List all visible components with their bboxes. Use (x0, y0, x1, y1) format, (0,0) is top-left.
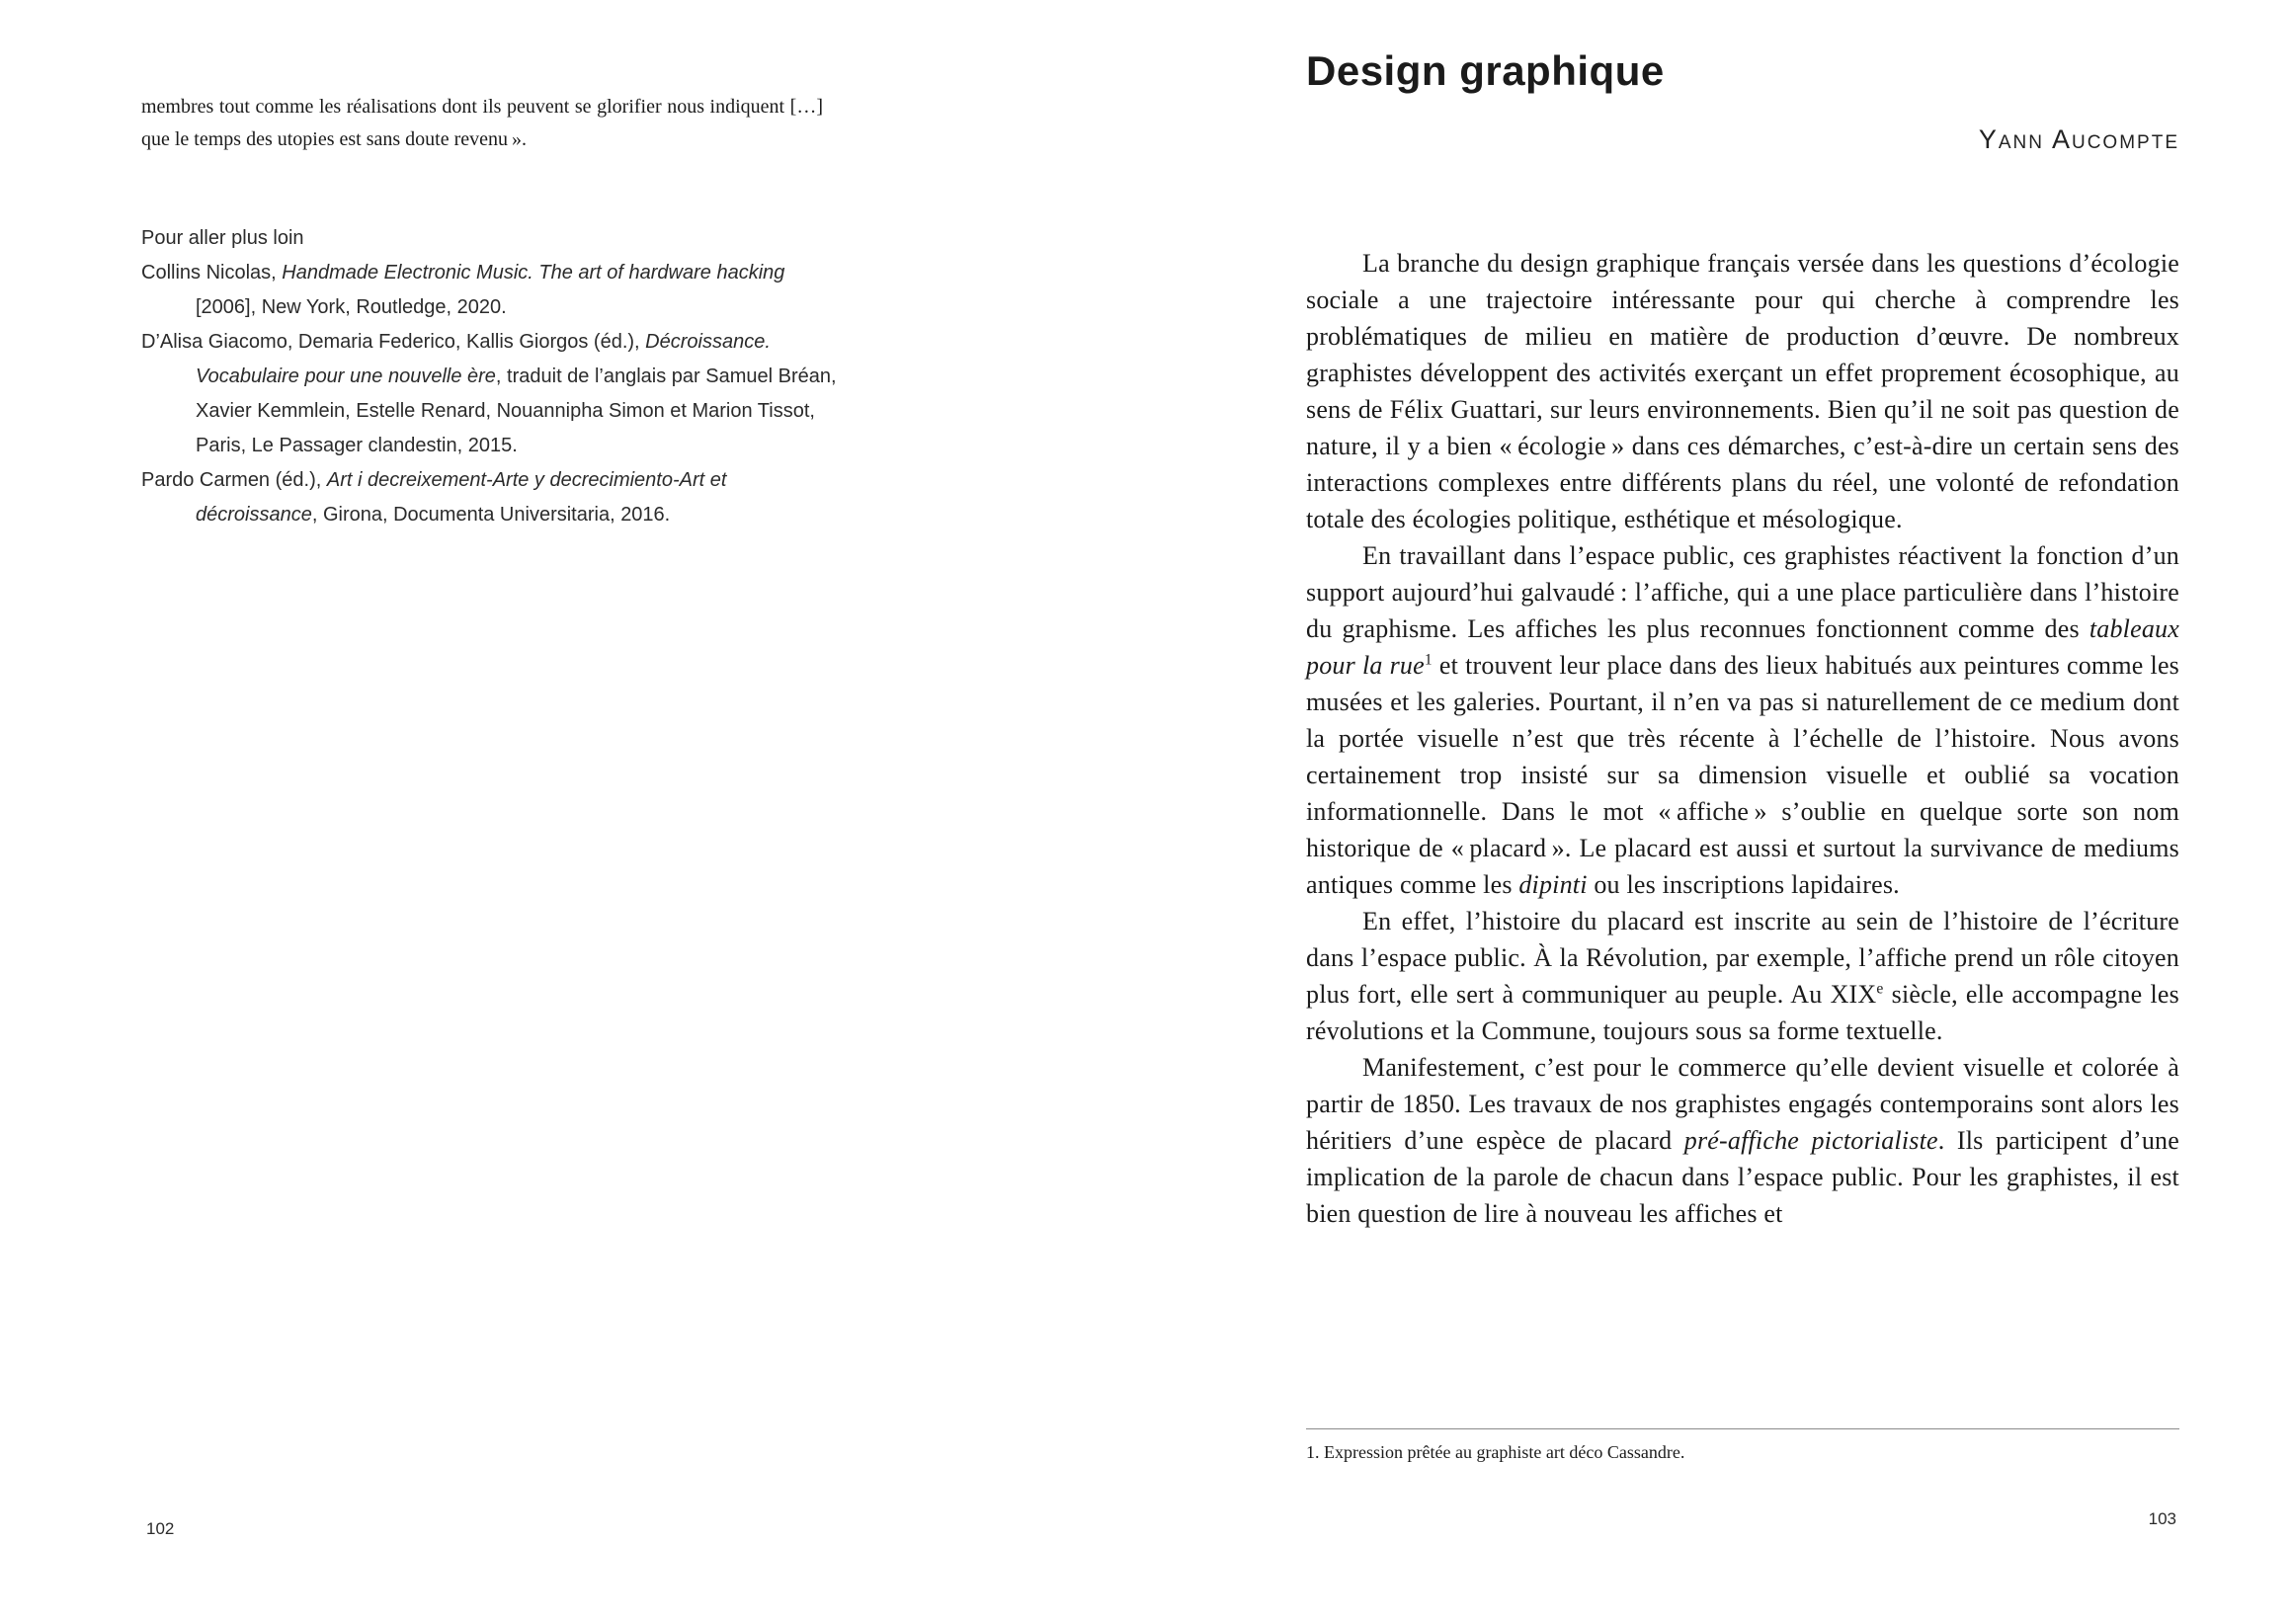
page-number-left: 102 (146, 1519, 175, 1538)
footnote: 1. Expression prêtée au graphiste art déco Cassandre. (1306, 1442, 1685, 1462)
chapter-title: Design graphique (1306, 47, 1665, 94)
page-number-right: 103 (2148, 1509, 2176, 1528)
body-paragraph: En effet, l’histoire du placard est inscrite au sein de l’histoire de l’écriture dans l’espace public. À la Révolution, par exemple, l’affiche prend un rôle citoyen plus fort, elle sert à communiquer au peuple. Au XIXe siècle, elle accompagne les révolutions et la Commune, toujours sous sa forme textuelle. (1306, 907, 2179, 1045)
bibliography-entry: Pardo Carmen (éd.), Art i decreixement-Arte y decrecimiento-Art et décroissance, Girona, Documenta Universitaria, 2016. (141, 469, 727, 526)
body-paragraph: La branche du design graphique français versée dans les questions d’écologie sociale a une trajectoire intéressante pour qui cherche à comprendre les problématiques de milieu en matière de production d’œuvre. De nombreux graphistes développent des activités exerçant un effet proprement écosophique, au sens de Félix Guattari, sur leurs environnements. Bien qu’il ne soit pas question de nature, il y a bien « écologie » dans ces démarches, c’est-à-dire un certain sens des interactions complexes entre différents plans du réel, une volonté de refondation totale des écologies politique, esthétique et mésologique. (1306, 249, 2179, 533)
body-paragraph: En travaillant dans l’espace public, ces graphistes réactivent la fonction d’un support aujourd’hui galvaudé : l’affiche, qui a une place particulière dans l’histoire du graphisme. Les affiches les plus reconnues fonctionnent comme des tableaux pour la rue$^1$ et trouvent leur place dans des lieux habitués aux peintures comme les musées et les galeries. Pourtant, il n’en va pas si naturellement de ce medium dont la portée visuelle n’est que très récente à l’échelle de l’histoire. Nous avons certainement trop insisté sur sa dimension visuelle et oublié sa vocation informationnelle. Dans le mot « affiche » s’oublie en quelque sorte son nom historique de « placard ». Le placard est aussi et surtout la survivance de mediums antiques comme les dipinti ou les inscriptions lapidaires. (1306, 541, 2179, 899)
quote-paragraph: membres tout comme les réalisations dont ils peuvent se glorifier nous indiquent […] que le temps des utopies est sans doute revenu ». (141, 96, 823, 150)
body-text (1306, 245, 2179, 1232)
further-reading-heading: Pour aller plus loin (141, 227, 304, 249)
bibliography-entry: D’Alisa Giacomo, Demaria Federico, Kallis Giorgos (éd.), Décroissance. Vocabulaire pour une nouvelle ère, traduit de l’anglais par Samuel Bréan, Xavier Kemmlein, Estelle Renard, Nouannipha Simon et Marion Tissot, Paris, Le Passager clandestin, 2015. (141, 331, 837, 456)
footnote-rule (1306, 1428, 2179, 1429)
body-paragraph: Manifestement, c’est pour le commerce qu’elle devient visuelle et colorée à partir de 1850. Les travaux de nos graphistes engagés contemporains sont alors les héritiers d’une espèce de placard pré-affiche pictorialiste. Ils participent d’une implication de la parole de chacun dans l’espace public. Pour les graphistes, il est bien question de lire à nouveau les affiches et (1306, 1053, 2179, 1228)
further-reading-section (141, 221, 838, 532)
bibliography-entry: Collins Nicolas, Handmade Electronic Music. The art of hardware hacking [2006], New York, Routledge, 2020. (141, 262, 785, 318)
author-name: Yann Aucompte (1978, 124, 2179, 154)
bibliography-list (141, 256, 838, 532)
